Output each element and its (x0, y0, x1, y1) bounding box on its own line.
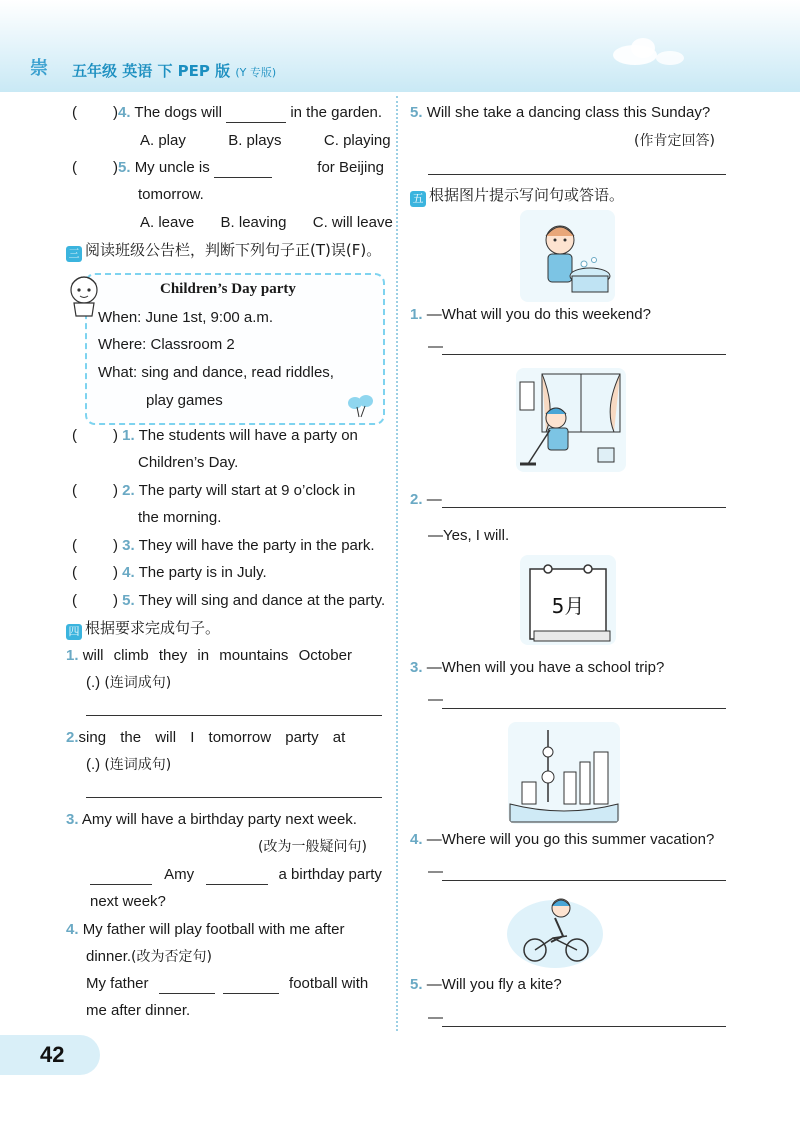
boy-mopping-floor-illustration (516, 368, 626, 472)
notice-where: Where: Classroom 2 (98, 336, 235, 353)
section-5-heading: 五 根据图片提示写问句或答语。 (410, 185, 624, 207)
cloud-icon (610, 30, 690, 70)
picture-answer-2: —Yes, I will. (428, 527, 510, 544)
rewrite-3: 3. Amy will have a birthday party next week. (66, 811, 357, 828)
answer-line[interactable] (442, 880, 726, 881)
city-skyline-illustration (508, 722, 620, 824)
notice-what-line2: play games (146, 392, 223, 409)
mc-question-5: ( )5. My uncle is for Beijing (72, 159, 384, 176)
rewrite-4-answer: My father football with (86, 975, 369, 992)
answer-dash: — (428, 1009, 443, 1026)
rewrite-2: 2.sing the will I tomorrow party at (66, 729, 346, 746)
notice-when: When: June 1st, 9:00 a.m. (98, 309, 274, 326)
option-a[interactable]: A. leave (140, 214, 195, 231)
tf-item-2: ( ) 2. The party will start at 9 o’clock in (72, 482, 356, 499)
tf-item-5: ( ) 5. They will sing and dance at the party. (72, 592, 386, 609)
answer-dash: — (428, 338, 443, 355)
tf-item-1: ( ) 1. The students will have a party on (72, 427, 358, 444)
picture-question-5: 5. —Will you fly a kite? (410, 976, 562, 993)
tf-item-4: ( ) 4. The party is in July. (72, 564, 267, 581)
notice-title: Children’s Day party (160, 281, 296, 297)
brand-logo: 崇 (30, 58, 48, 79)
rewrite-2-line2: (.) (连词成句) (86, 756, 172, 773)
tf-item-3: ( ) 3. They will have the party in the park. (72, 537, 375, 554)
option-c[interactable]: C. will leave (312, 214, 393, 231)
answer-blank[interactable] (226, 108, 286, 123)
answer-line[interactable] (428, 174, 726, 175)
rewrite-4: 4. My father will play football with me after (66, 921, 345, 938)
mc-options-4 (140, 131, 391, 151)
section-number-icon: 四 (66, 624, 82, 640)
section-4-heading: 四 根据要求完成句子。 (66, 618, 220, 640)
girl-washing-clothes-illustration (520, 210, 615, 302)
mc-question-4: ( )4. The dogs will in the garden. (72, 104, 383, 121)
picture-question-2: 2. — (410, 491, 442, 508)
rewrite-1: 1. will climb they in mountains October (66, 647, 352, 664)
page-number: 42 (40, 1042, 65, 1067)
mc-options-5 (140, 213, 393, 233)
picture-question-3: 3. —When will you have a school trip? (410, 659, 665, 676)
answer-line[interactable] (442, 507, 726, 508)
calendar-month: 5月 (551, 594, 585, 618)
rewrite-4-answer-line2: me after dinner. (86, 1002, 191, 1019)
answer-blank[interactable] (214, 163, 272, 178)
answer-blank[interactable] (90, 870, 152, 885)
rewrite-4-line2: dinner.(改为否定句) (86, 948, 212, 965)
rewrite-3-hint: (改为一般疑问句) (258, 839, 367, 855)
section-number-icon: 三 (66, 246, 82, 262)
option-b[interactable]: B. plays (228, 132, 282, 149)
header-book-title: 五年级 英语 下 PEP 版 (72, 62, 231, 80)
answer-blank[interactable] (159, 979, 215, 994)
right-question-5-hint: (作肯定回答) (634, 133, 715, 149)
answer-line[interactable] (442, 1026, 726, 1027)
notice-what: What: sing and dance, read riddles, (98, 364, 334, 381)
rewrite-3-answer-line2: next week? (90, 893, 166, 910)
tf-item-1-line2: Children’s Day. (138, 454, 239, 471)
column-divider (396, 96, 398, 1031)
header-edition: (Y 专版) (235, 66, 277, 79)
rewrite-3-answer: Amy a birthday party (90, 865, 382, 885)
mc-question-5-line2: tomorrow. (138, 186, 204, 203)
right-question-5: 5. Will she take a dancing class this Sunday? (410, 104, 711, 121)
calendar-illustration (520, 555, 616, 645)
answer-line[interactable] (442, 354, 726, 355)
girl-riding-bike-illustration (505, 892, 605, 972)
option-a[interactable]: A. play (140, 132, 186, 149)
picture-question-4: 4. —Where will you go this summer vacation? (410, 831, 715, 848)
answer-blank[interactable] (223, 979, 279, 994)
answer-line[interactable] (86, 715, 382, 716)
answer-dash: — (428, 691, 443, 708)
answer-dash: — (428, 863, 443, 880)
rewrite-1-line2: (.) (连词成句) (86, 674, 172, 691)
header-title (72, 60, 276, 81)
picture-question-1: 1. —What will you do this weekend? (410, 306, 651, 323)
answer-blank[interactable] (206, 870, 268, 885)
answer-line[interactable] (442, 708, 726, 709)
leaf-decoration-icon (345, 393, 377, 419)
section-number-icon: 五 (410, 191, 426, 207)
section-3-heading: 三 阅读班级公告栏，判断下列句子正(T)误(F)。 (66, 240, 381, 262)
answer-line[interactable] (86, 797, 382, 798)
tf-item-2-line2: the morning. (138, 509, 222, 526)
option-b[interactable]: B. leaving (220, 214, 287, 231)
option-c[interactable]: C. playing (323, 132, 391, 149)
